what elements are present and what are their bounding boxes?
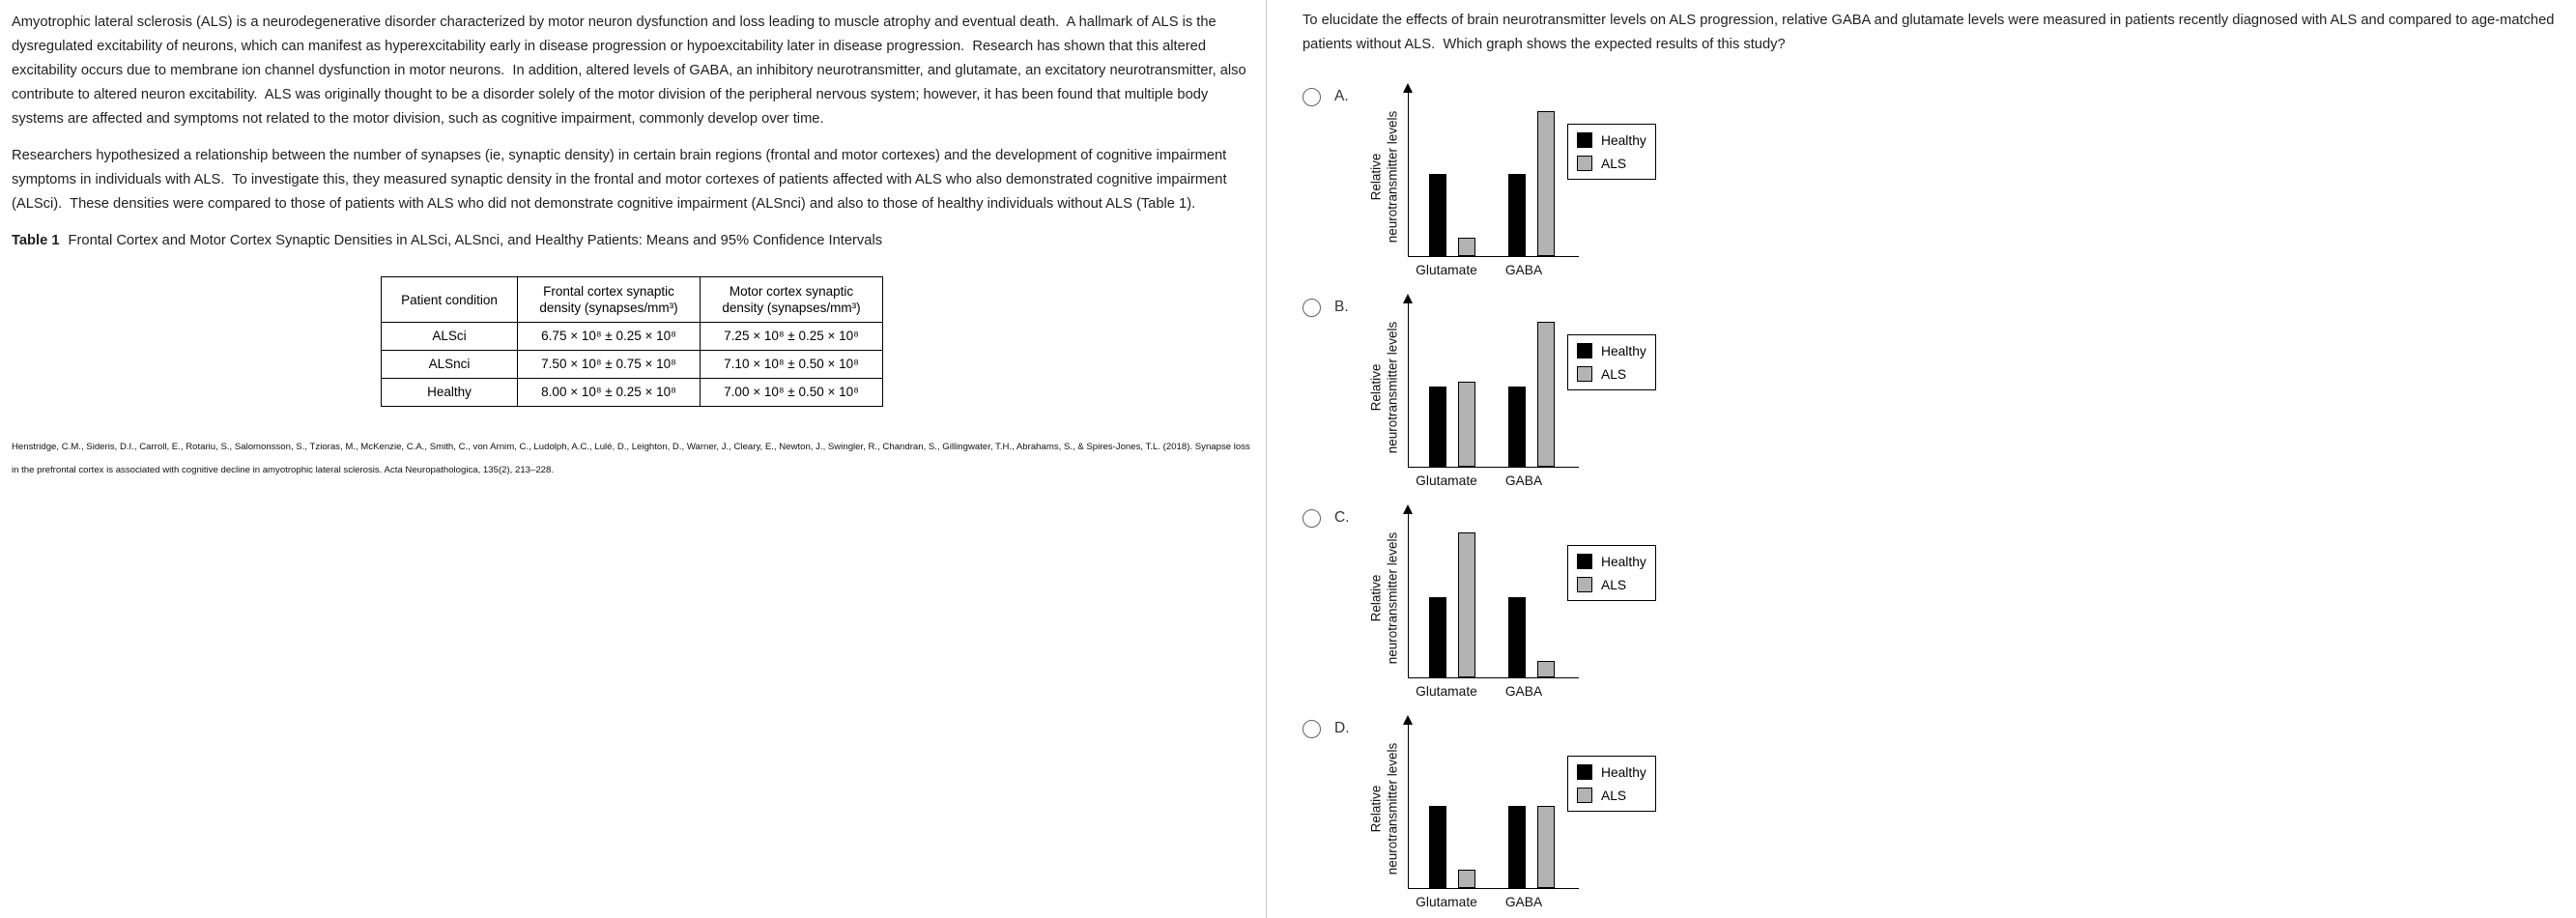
table-caption-text: Frontal Cortex and Motor Cortex Synaptic Densities in ALSci, ALSnci, and Healthy Patients: Means and 95% Confidence Intervals — [68, 233, 883, 248]
synaptic-density-table — [381, 276, 883, 407]
table-caption — [12, 229, 1252, 253]
cell-condition: Healthy — [382, 379, 518, 407]
table-row — [382, 351, 883, 379]
table-wrapper — [12, 276, 1252, 407]
x-tick-glutamate: Glutamate — [1416, 684, 1477, 699]
col-header-motor-cortex: Motor cortex synaptic density (synapses/mm³) — [701, 277, 883, 323]
option-a-letter[interactable]: A. — [1334, 88, 1349, 104]
y-axis-arrow-icon — [1403, 504, 1413, 514]
answer-option-c — [1302, 506, 2564, 700]
col-header-frontal-cortex: Frontal cortex synaptic density (synapses/mm³) — [518, 277, 701, 323]
bar-glutamate-healthy — [1429, 806, 1446, 888]
plot-area — [1408, 725, 1579, 889]
legend-item-healthy: Healthy — [1577, 764, 1646, 780]
cell-motor-density: 7.00 × 10⁸ ± 0.50 × 10⁸ — [701, 379, 883, 407]
bar-gaba-healthy — [1508, 387, 1526, 467]
question-pane — [1267, 0, 2576, 918]
als-swatch — [1577, 788, 1592, 803]
y-axis-arrow-icon — [1403, 83, 1413, 93]
plot-area — [1408, 514, 1579, 678]
option-d-radio[interactable] — [1302, 720, 1321, 738]
option-d-chart — [1361, 717, 1646, 909]
y-axis-label: Relative neurotransmitter levels — [1368, 531, 1399, 664]
bar-glutamate-als — [1458, 870, 1475, 888]
option-b-chart — [1361, 296, 1646, 488]
bar-gaba-als — [1537, 661, 1555, 677]
y-axis-label: Relative neurotransmitter levels — [1368, 110, 1399, 243]
bar-gaba-als — [1537, 806, 1555, 888]
col-header-patient-condition: Patient condition — [382, 277, 518, 323]
x-tick-glutamate: Glutamate — [1416, 263, 1477, 277]
healthy-swatch — [1577, 343, 1592, 359]
table-row — [382, 323, 883, 351]
x-tick-gaba: GABA — [1504, 895, 1543, 909]
option-b-letter[interactable]: B. — [1334, 299, 1349, 315]
x-tick-glutamate: Glutamate — [1416, 895, 1477, 909]
x-tick-gaba: GABA — [1504, 473, 1543, 488]
answer-option-d — [1302, 717, 2564, 910]
cell-frontal-density: 6.75 × 10⁸ ± 0.25 × 10⁸ — [518, 323, 701, 351]
bar-glutamate-als — [1458, 532, 1475, 677]
option-b-radio[interactable] — [1302, 299, 1321, 317]
legend-item-als: ALS — [1577, 156, 1646, 171]
table-caption-label: Table 1 — [12, 233, 60, 248]
cell-frontal-density: 7.50 × 10⁸ ± 0.75 × 10⁸ — [518, 351, 701, 379]
option-c-radio[interactable] — [1302, 509, 1321, 528]
passage-pane — [0, 0, 1266, 482]
plot-area — [1408, 93, 1579, 257]
chart-legend — [1567, 124, 1656, 180]
option-d-letter[interactable]: D. — [1334, 720, 1350, 736]
cell-frontal-density: 8.00 × 10⁸ ± 0.25 × 10⁸ — [518, 379, 701, 407]
reference-citation: Henstridge, C.M., Sideris, D.I., Carroll, E., Rotariu, S., Salomonsson, S., Tzioras, M., McKenzie, C.A., Smith, C., von Arnim, C., Ludolph, A.C., Lulé, D., Leighton, D., Warner, J., Cleary, E., Newton, J., Swingler, R., Chandran, S., Gillingwater, T.H., Abrahams, S., & Spires-Jones, T.L. (2018). Synapse loss in the prefrontal cortex is associated with cognitive decline in amyotrophic lateral sclerosis. Acta Neuropathologica, 135(2), 213–228. — [12, 442, 1250, 475]
healthy-swatch — [1577, 764, 1592, 780]
option-a-radio[interactable] — [1302, 88, 1321, 106]
als-swatch — [1577, 366, 1592, 382]
answer-option-a — [1302, 85, 2564, 278]
bar-gaba-als — [1537, 111, 1555, 256]
table-row — [382, 379, 883, 407]
y-axis-arrow-icon — [1403, 715, 1413, 725]
chart-legend — [1567, 545, 1656, 601]
cell-condition: ALSnci — [382, 351, 518, 379]
x-tick-glutamate: Glutamate — [1416, 473, 1477, 488]
bar-gaba-healthy — [1508, 806, 1526, 888]
healthy-swatch — [1577, 132, 1592, 148]
chart-legend — [1567, 756, 1656, 812]
passage-paragraph-2: Researchers hypothesized a relationship between the number of synapses (ie, synaptic density) in certain brain regions (frontal and motor cortexes) and the development of cognitive impairment symptoms in individuals with ALS. To investigate this, they measured synaptic density in the frontal and motor cortexes of patients affected with ALS who also demonstrated cognitive impairment (ALSci). These densities were compared to those of patients with ALS who did not demonstrate cognitive impairment (ALSnci) and also to those of healthy individuals without ALS (Table 1). — [12, 148, 1231, 212]
legend-item-als: ALS — [1577, 577, 1646, 592]
option-c-letter[interactable]: C. — [1334, 509, 1350, 526]
bar-glutamate-healthy — [1429, 174, 1446, 256]
question-text: To elucidate the effects of brain neurotransmitter levels on ALS progression, relative GABA and glutamate levels were measured in patients recently diagnosed with ALS and compared to age-matched patients without ALS. Which graph shows the expected results of this study? — [1302, 13, 2559, 52]
legend-item-healthy: Healthy — [1577, 554, 1646, 569]
bar-gaba-healthy — [1508, 174, 1526, 256]
cell-condition: ALSci — [382, 323, 518, 351]
legend-item-healthy: Healthy — [1577, 132, 1646, 148]
bar-gaba-als — [1537, 322, 1555, 467]
bar-glutamate-als — [1458, 382, 1475, 467]
x-tick-gaba: GABA — [1504, 684, 1543, 699]
plot-area — [1408, 303, 1579, 468]
table-header-row — [382, 277, 883, 323]
option-a-chart — [1361, 85, 1646, 277]
y-axis-label: Relative neurotransmitter levels — [1368, 321, 1399, 453]
bar-glutamate-healthy — [1429, 597, 1446, 677]
legend-item-als: ALS — [1577, 788, 1646, 803]
passage-paragraph-1: Amyotrophic lateral sclerosis (ALS) is a neurodegenerative disorder characterized by motor neuron dysfunction and loss leading to muscle atrophy and eventual death. A hallmark of ALS is the dysregulated excitability of neurons, which can manifest as hyperexcitability early in disease progression or hypoexcitability later in disease progression. Research has shown that this altered excitability occurs due to membrane ion channel dysfunction in motor neurons. In addition, altered levels of GABA, an inhibitory neurotransmitter, and glutamate, an excitatory neurotransmitter, also contribute to altered neuron excitability. ALS was originally thought to be a disorder solely of the motor division of the peripheral nervous system; however, it has been found that multiple body systems are affected and symptoms not related to the motor division, such as cognitive impairment, commonly develop over time. — [12, 14, 1250, 127]
legend-item-healthy: Healthy — [1577, 343, 1646, 359]
legend-item-als: ALS — [1577, 366, 1646, 382]
x-tick-gaba: GABA — [1504, 263, 1543, 277]
healthy-swatch — [1577, 554, 1592, 569]
cell-motor-density: 7.10 × 10⁸ ± 0.50 × 10⁸ — [701, 351, 883, 379]
option-c-chart — [1361, 506, 1646, 699]
chart-legend — [1567, 334, 1656, 390]
y-axis-label: Relative neurotransmitter levels — [1368, 742, 1399, 875]
bar-glutamate-als — [1458, 238, 1475, 256]
als-swatch — [1577, 577, 1592, 592]
answer-option-b — [1302, 296, 2564, 489]
cell-motor-density: 7.25 × 10⁸ ± 0.25 × 10⁸ — [701, 323, 883, 351]
y-axis-arrow-icon — [1403, 294, 1413, 303]
bar-gaba-healthy — [1508, 597, 1526, 677]
bar-glutamate-healthy — [1429, 387, 1446, 467]
als-swatch — [1577, 156, 1592, 171]
